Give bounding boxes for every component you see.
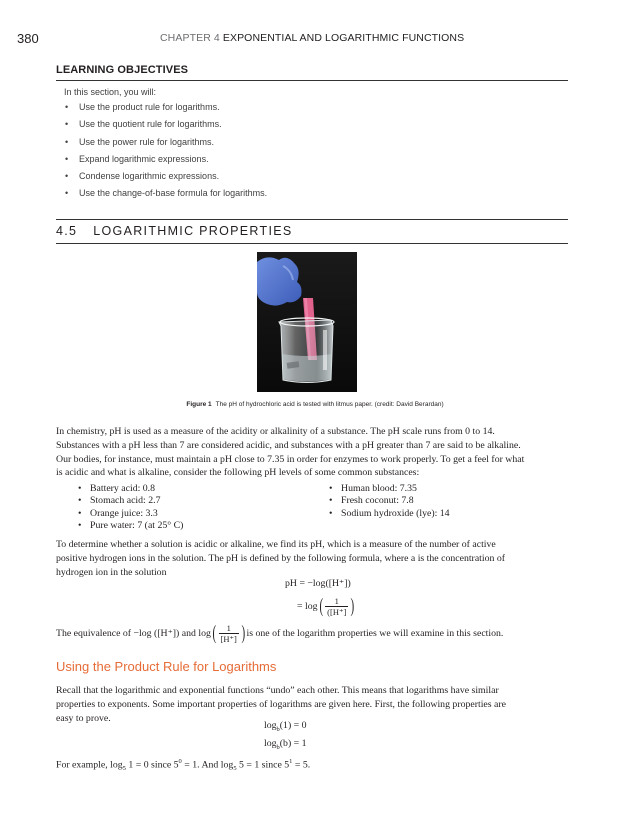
property-log-of-base bbox=[264, 738, 307, 751]
fraction-numerator: 1 bbox=[334, 596, 339, 606]
paragraph-line: In chemistry, pH is used as a measure of the acidity or alkalinity of a substance. The pH scale runs from 0 to 14. bbox=[56, 426, 495, 437]
ph-list-left bbox=[78, 483, 183, 532]
paragraph-ph-definition bbox=[56, 538, 568, 579]
example-base: 5 bbox=[233, 765, 237, 773]
example-text: 5 = 1 since 5 bbox=[236, 759, 290, 771]
property-rest: (b) = 1 bbox=[279, 738, 307, 749]
example-line bbox=[56, 758, 310, 772]
log-word: log bbox=[264, 738, 277, 749]
running-head bbox=[160, 32, 464, 44]
example-text: = 5. bbox=[292, 759, 311, 771]
log-word: log bbox=[264, 720, 277, 731]
learning-objectives-rule bbox=[56, 80, 568, 81]
fraction-numerator: 1 bbox=[226, 623, 231, 633]
paragraph-line: Recall that the logarithmic and exponential functions “undo” each other. This means that logarithms have similar bbox=[56, 685, 499, 696]
section-number: 4.5 bbox=[56, 224, 78, 238]
paragraph-line: Substances with a pH less than 7 are considered acidic, and substances with a pH greater than 7 are said to be alkaline. bbox=[56, 439, 521, 451]
equivalence-before: The equivalence of −log ([H⁺]) and log bbox=[56, 627, 211, 639]
ph-list-item: • Sodium hydroxide (lye): 14 bbox=[329, 508, 450, 520]
example-exponent: 0 bbox=[178, 758, 182, 765]
figure-photo bbox=[257, 252, 357, 392]
ph-list-right bbox=[329, 483, 450, 520]
paragraph-log-properties bbox=[56, 684, 568, 725]
example-text: For example, log bbox=[56, 759, 123, 771]
section-heading bbox=[56, 224, 293, 238]
section-rule-top bbox=[56, 219, 568, 220]
formula-rhs: = −log([H⁺]) bbox=[299, 578, 351, 589]
fraction-denominator: [H⁺] bbox=[220, 633, 237, 644]
paragraph-line: is acidic and what is alkaline, consider the following pH levels of some common substances: bbox=[56, 467, 420, 479]
fraction-denominator: ([H⁺] bbox=[327, 606, 347, 617]
learning-objectives-list bbox=[64, 99, 267, 203]
subsection-heading: Using the Product Rule for Logarithms bbox=[56, 659, 277, 674]
example-text: = 1. And log bbox=[181, 759, 234, 771]
objective-item: • Use the power rule for logarithms. bbox=[64, 134, 267, 151]
log-base: b bbox=[276, 725, 280, 733]
figure-caption bbox=[0, 401, 630, 408]
example-base: 5 bbox=[122, 765, 126, 773]
objective-item: • Use the change-of-base formula for logarithms. bbox=[64, 185, 267, 202]
section-title: LOGARITHMIC PROPERTIES bbox=[93, 224, 293, 238]
objective-item: • Condense logarithmic expressions. bbox=[64, 168, 267, 185]
paragraph-line: To determine whether a solution is acidic or alkaline, we find its pH, which is a measure of the number of active bbox=[56, 539, 496, 550]
paren-close: ) bbox=[241, 622, 246, 645]
paren-open: ( bbox=[212, 622, 217, 645]
figure-caption-text: The pH of hydrochloric acid is tested with litmus paper. (credit: David Berardan) bbox=[215, 401, 444, 408]
objective-item: • Use the quotient rule for logarithms. bbox=[64, 116, 267, 133]
paragraph-line: properties to exponents. Some important properties of logarithms are given here. First, the following properties are bbox=[56, 698, 506, 710]
paragraph-line: easy to prove. bbox=[56, 712, 111, 724]
ph-list-item: • Stomach acid: 2.7 bbox=[78, 495, 183, 507]
ph-list-item: • Battery acid: 0.8 bbox=[78, 483, 183, 495]
ph-list-item: • Fresh coconut: 7.8 bbox=[329, 495, 450, 507]
formula-lhs: pH bbox=[285, 578, 297, 589]
litmus-test-illustration bbox=[257, 252, 357, 392]
example-exponent: 1 bbox=[289, 758, 293, 765]
paragraph-line: positive hydrogen ions in the solution. The pH is defined by the following formula, where a is the concentration of bbox=[56, 552, 506, 564]
chapter-label: CHAPTER 4 bbox=[160, 32, 220, 44]
ph-formula-line1 bbox=[285, 578, 351, 589]
example-text: 1 = 0 since 5 bbox=[125, 759, 179, 771]
equivalence-fraction bbox=[219, 623, 239, 644]
figure-label: Figure 1 bbox=[186, 401, 212, 408]
ph-list-item: • Human blood: 7.35 bbox=[329, 483, 450, 495]
learning-objectives-intro: In this section, you will: bbox=[64, 87, 157, 97]
page-number: 380 bbox=[17, 31, 39, 46]
property-rest: (1) = 0 bbox=[279, 720, 307, 731]
paren-close: ) bbox=[350, 595, 355, 618]
objective-item: • Expand logarithmic expressions. bbox=[64, 151, 267, 168]
ph-list-item: • Pure water: 7 (at 25° C) bbox=[78, 520, 183, 532]
formula-fraction bbox=[325, 596, 348, 617]
paragraph-line: Our bodies, for instance, must maintain a pH close to 7.35 in order for enzymes to work properly. To get a feel for what bbox=[56, 453, 525, 465]
paragraph-equivalence bbox=[56, 623, 503, 644]
paragraph-line: hydrogen ion in the solution bbox=[56, 566, 167, 578]
chapter-title: EXPONENTIAL AND LOGARITHMIC FUNCTIONS bbox=[222, 32, 465, 44]
equivalence-after: is one of the logarithm properties we will examine in this section. bbox=[246, 627, 504, 639]
learning-objectives-heading: LEARNING OBJECTIVES bbox=[56, 64, 189, 76]
formula-prefix: = log bbox=[297, 600, 318, 612]
paren-open: ( bbox=[319, 595, 323, 618]
objective-item: • Use the product rule for logarithms. bbox=[64, 99, 267, 116]
property-log-of-one bbox=[264, 720, 307, 733]
log-base: b bbox=[276, 743, 280, 751]
ph-list-item: • Orange juice: 3.3 bbox=[78, 508, 183, 520]
section-rule-bottom bbox=[56, 243, 568, 244]
ph-formula-line2 bbox=[297, 596, 356, 617]
paragraph-ph-intro bbox=[56, 425, 568, 480]
